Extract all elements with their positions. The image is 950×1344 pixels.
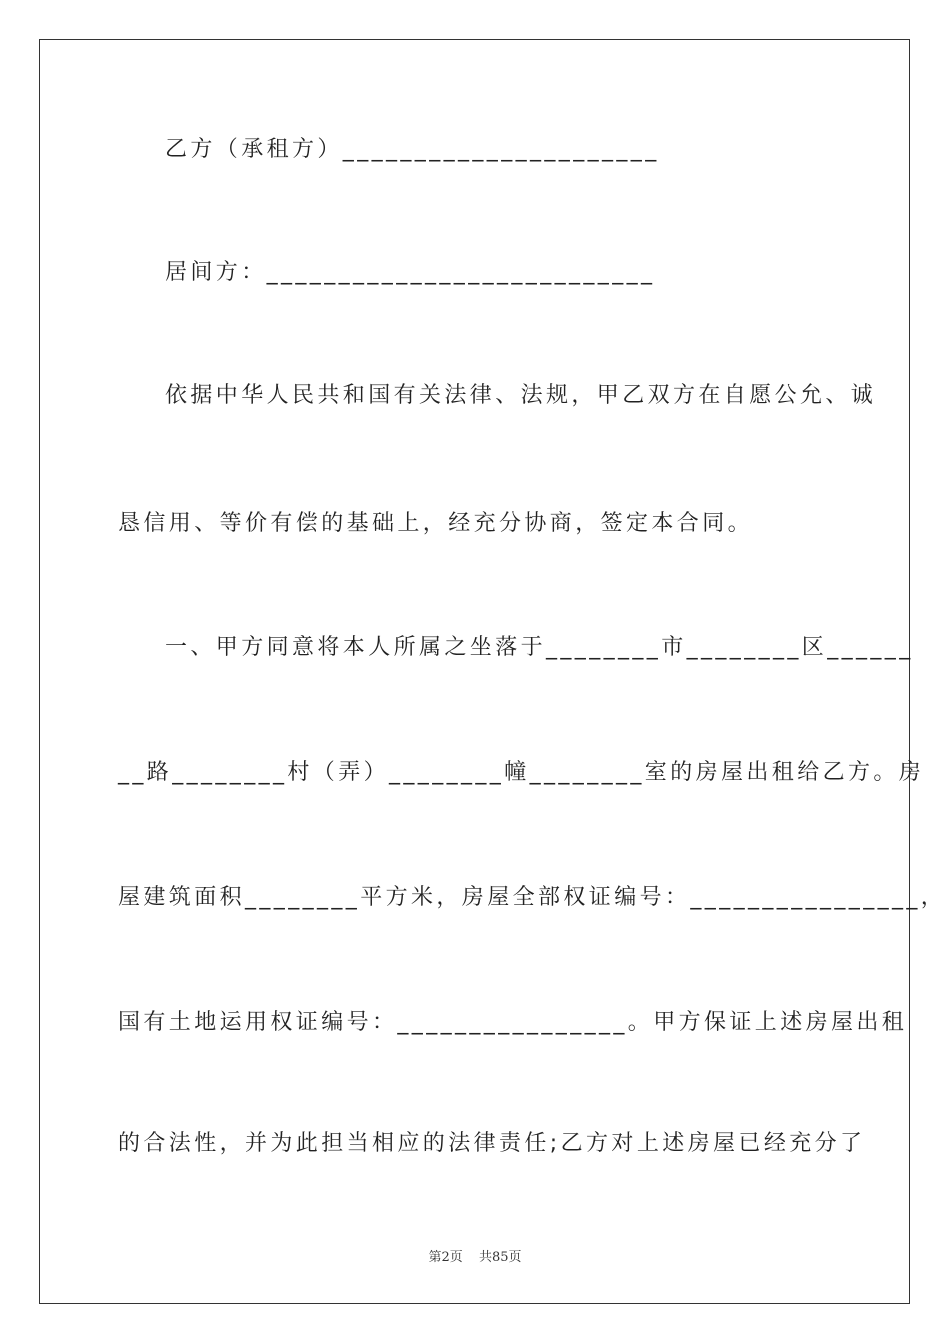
preamble-line-2: 恳信用、等价有偿的基础上，经充分协商，签定本合同。 <box>118 511 754 536</box>
intermediary-line: 居间方：___________________________ <box>165 260 656 285</box>
clause-1-line-1: 一、甲方同意将本人所属之坐落于________市________区______ <box>165 635 914 660</box>
page-number: 第2页 <box>428 1250 463 1265</box>
page-border <box>39 39 947 1304</box>
clause-1-line-2: __路________村（弄）________幢________室的房屋出租给乙方。房 <box>118 760 925 785</box>
page-footer <box>0 1246 950 1265</box>
preamble-line-1: 依据中华人民共和国有关法律、法规，甲乙双方在自愿公允、诚 <box>165 383 877 408</box>
page-total: 共85页 <box>478 1250 522 1265</box>
lessee-line: 乙方（承租方）______________________ <box>165 137 660 162</box>
clause-1-line-4: 国有土地运用权证编号：________________。甲方保证上述房屋出租 <box>118 1010 908 1035</box>
clause-1-line-3: 屋建筑面积________平方米，房屋全部权证编号：________________， <box>118 885 947 910</box>
clause-1-line-5: 的合法性，并为此担当相应的法律责任;乙方对上述房屋已经充分了 <box>118 1131 866 1156</box>
